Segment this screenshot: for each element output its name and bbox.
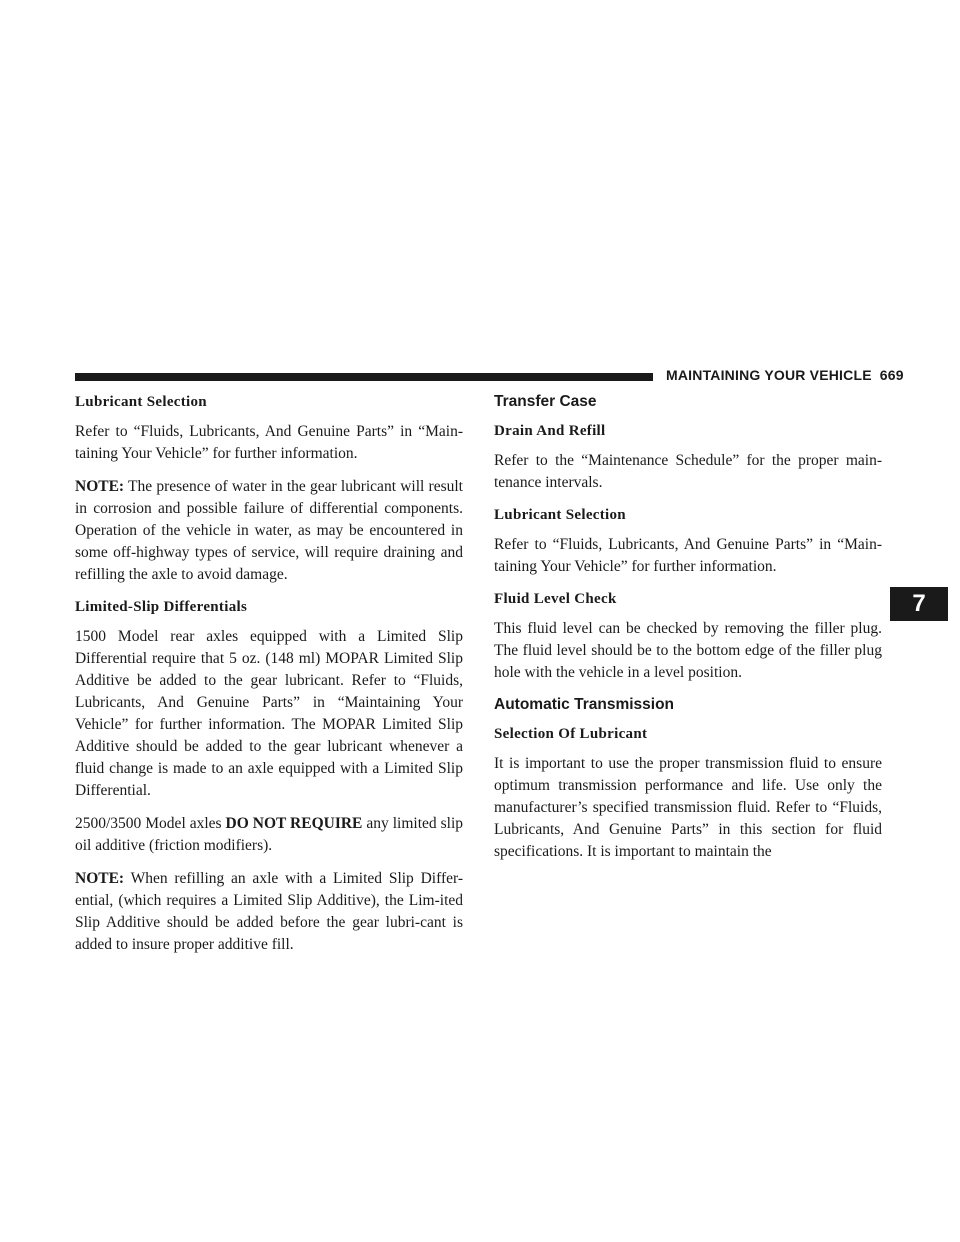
automatic-transmission-heading: Automatic Transmission — [494, 696, 675, 713]
left-column — [75, 392, 463, 967]
axles-paragraph — [75, 813, 463, 857]
lubricant-selection-paragraph: Refer to “Fluids, Lubricants, And Genuine Parts” in “Main-taining Your Vehicle” for further information. — [494, 536, 882, 575]
page-number: 669 — [879, 367, 904, 383]
header-rule — [75, 373, 653, 381]
note-label: NOTE: — [75, 870, 125, 887]
note-text: When refilling an axle with a Limited Slip Differ-ential, (which requires a Limited Slip Additive), the Lim-ited Slip Additive should be added before the gear lubri-cant is added to insure proper additive fill. — [75, 870, 463, 953]
drain-refill-heading: Drain And Refill — [494, 423, 606, 439]
running-header — [666, 367, 904, 383]
selection-of-lubricant-heading: Selection Of Lubricant — [494, 726, 648, 742]
header-title: MAINTAINING YOUR VEHICLE — [666, 367, 872, 383]
lubricant-selection-heading: Lubricant Selection — [494, 507, 626, 523]
chapter-tab: 7 — [890, 587, 948, 621]
axles-emphasis: DO NOT REQUIRE — [225, 815, 363, 832]
lubricant-selection-paragraph: Refer to “Fluids, Lubricants, And Genuine Parts” in “Main-taining Your Vehicle” for further information. — [75, 423, 463, 462]
axles-text-before: 2500/3500 Model axles — [75, 815, 226, 832]
selection-of-lubricant-paragraph: It is important to use the proper transmission fluid to ensure optimum transmission performance and life. Use only the manufacturer’s specified transmission fluid. Refer to “Fluids, Lubricants, And Genuine Parts” in this section for fluid specifications. It is important to maintain the — [494, 755, 882, 860]
axles-text-after: any limited slip oil additive (friction modifiers). — [75, 815, 464, 854]
limited-slip-paragraph: 1500 Model rear axles equipped with a Limited Slip Differential require that 5 oz. (148 ml) MOPAR Limited Slip Additive be added to the gear lubricant. Refer to “Fluids, Lubricants, And Genuine Parts” in “Maintaining Your Vehicle” for further information. The MOPAR Limited Slip Additive should be added to the gear lubricant whenever a fluid change is made to an axle equipped with a Limited Slip Differential. — [75, 628, 463, 799]
note-paragraph-refill — [75, 868, 463, 956]
limited-slip-heading: Limited-Slip Differentials — [75, 599, 248, 615]
right-column — [494, 392, 882, 874]
drain-refill-paragraph: Refer to the “Maintenance Schedule” for the proper main-tenance intervals. — [494, 452, 882, 491]
fluid-level-paragraph: This fluid level can be checked by removing the filler plug. The fluid level should be to the bottom edge of the filler plug hole with the vehicle in a level position. — [494, 620, 882, 681]
note-text: The presence of water in the gear lubricant will result in corrosion and possible failure of differential components. Operation of the vehicle in water, as may be encountered in some off-highway types of service, will require draining and refilling the axle to avoid damage. — [75, 478, 463, 583]
note-label: NOTE: — [75, 478, 125, 495]
note-paragraph-water — [75, 476, 463, 586]
fluid-level-heading: Fluid Level Check — [494, 591, 617, 607]
transfer-case-heading: Transfer Case — [494, 393, 597, 410]
lubricant-selection-heading: Lubricant Selection — [75, 394, 207, 410]
